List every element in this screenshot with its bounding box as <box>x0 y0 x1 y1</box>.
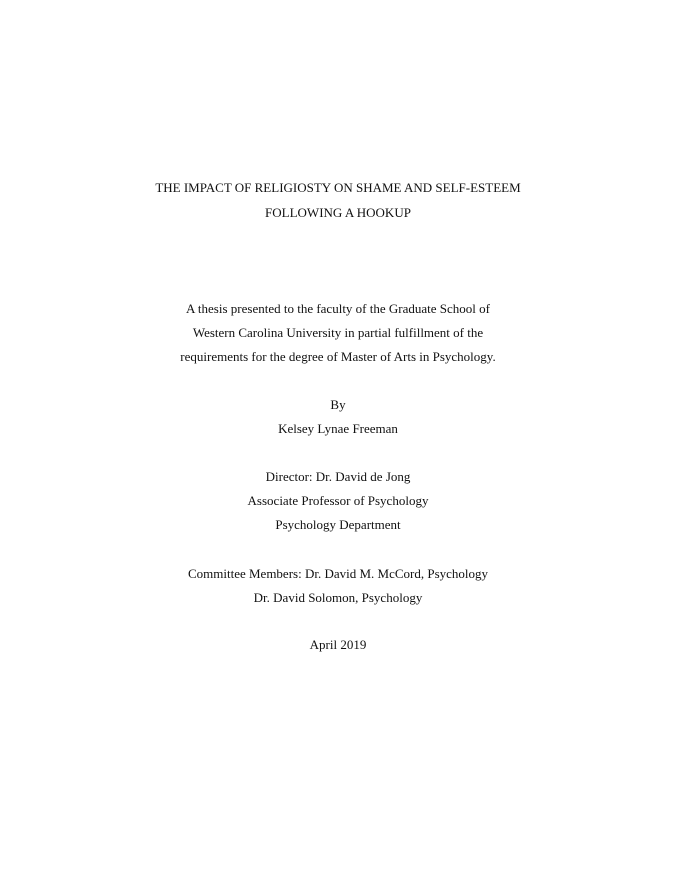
submission-date: April 2019 <box>309 637 367 652</box>
director-name: Director: Dr. David de Jong <box>265 469 411 484</box>
committee-line-2: Dr. David Solomon, Psychology <box>253 590 423 605</box>
thesis-title-line-2: FOLLOWING A HOOKUP <box>265 205 411 220</box>
committee-line-1: Committee Members: Dr. David M. McCord, Psychology <box>187 566 489 581</box>
thesis-title-line-1: THE IMPACT OF RELIGIOSTY ON SHAME AND SELF-ESTEEM <box>155 180 521 195</box>
statement-line-2: Western Carolina University in partial fulfillment of the <box>192 325 484 340</box>
by-label: By <box>330 397 346 412</box>
director-title: Associate Professor of Psychology <box>247 493 429 508</box>
author-name: Kelsey Lynae Freeman <box>278 421 398 436</box>
director-department: Psychology Department <box>275 517 401 532</box>
statement-line-3: requirements for the degree of Master of Arts in Psychology. <box>180 349 496 364</box>
statement-line-1: A thesis presented to the faculty of the Graduate School of <box>186 301 490 316</box>
